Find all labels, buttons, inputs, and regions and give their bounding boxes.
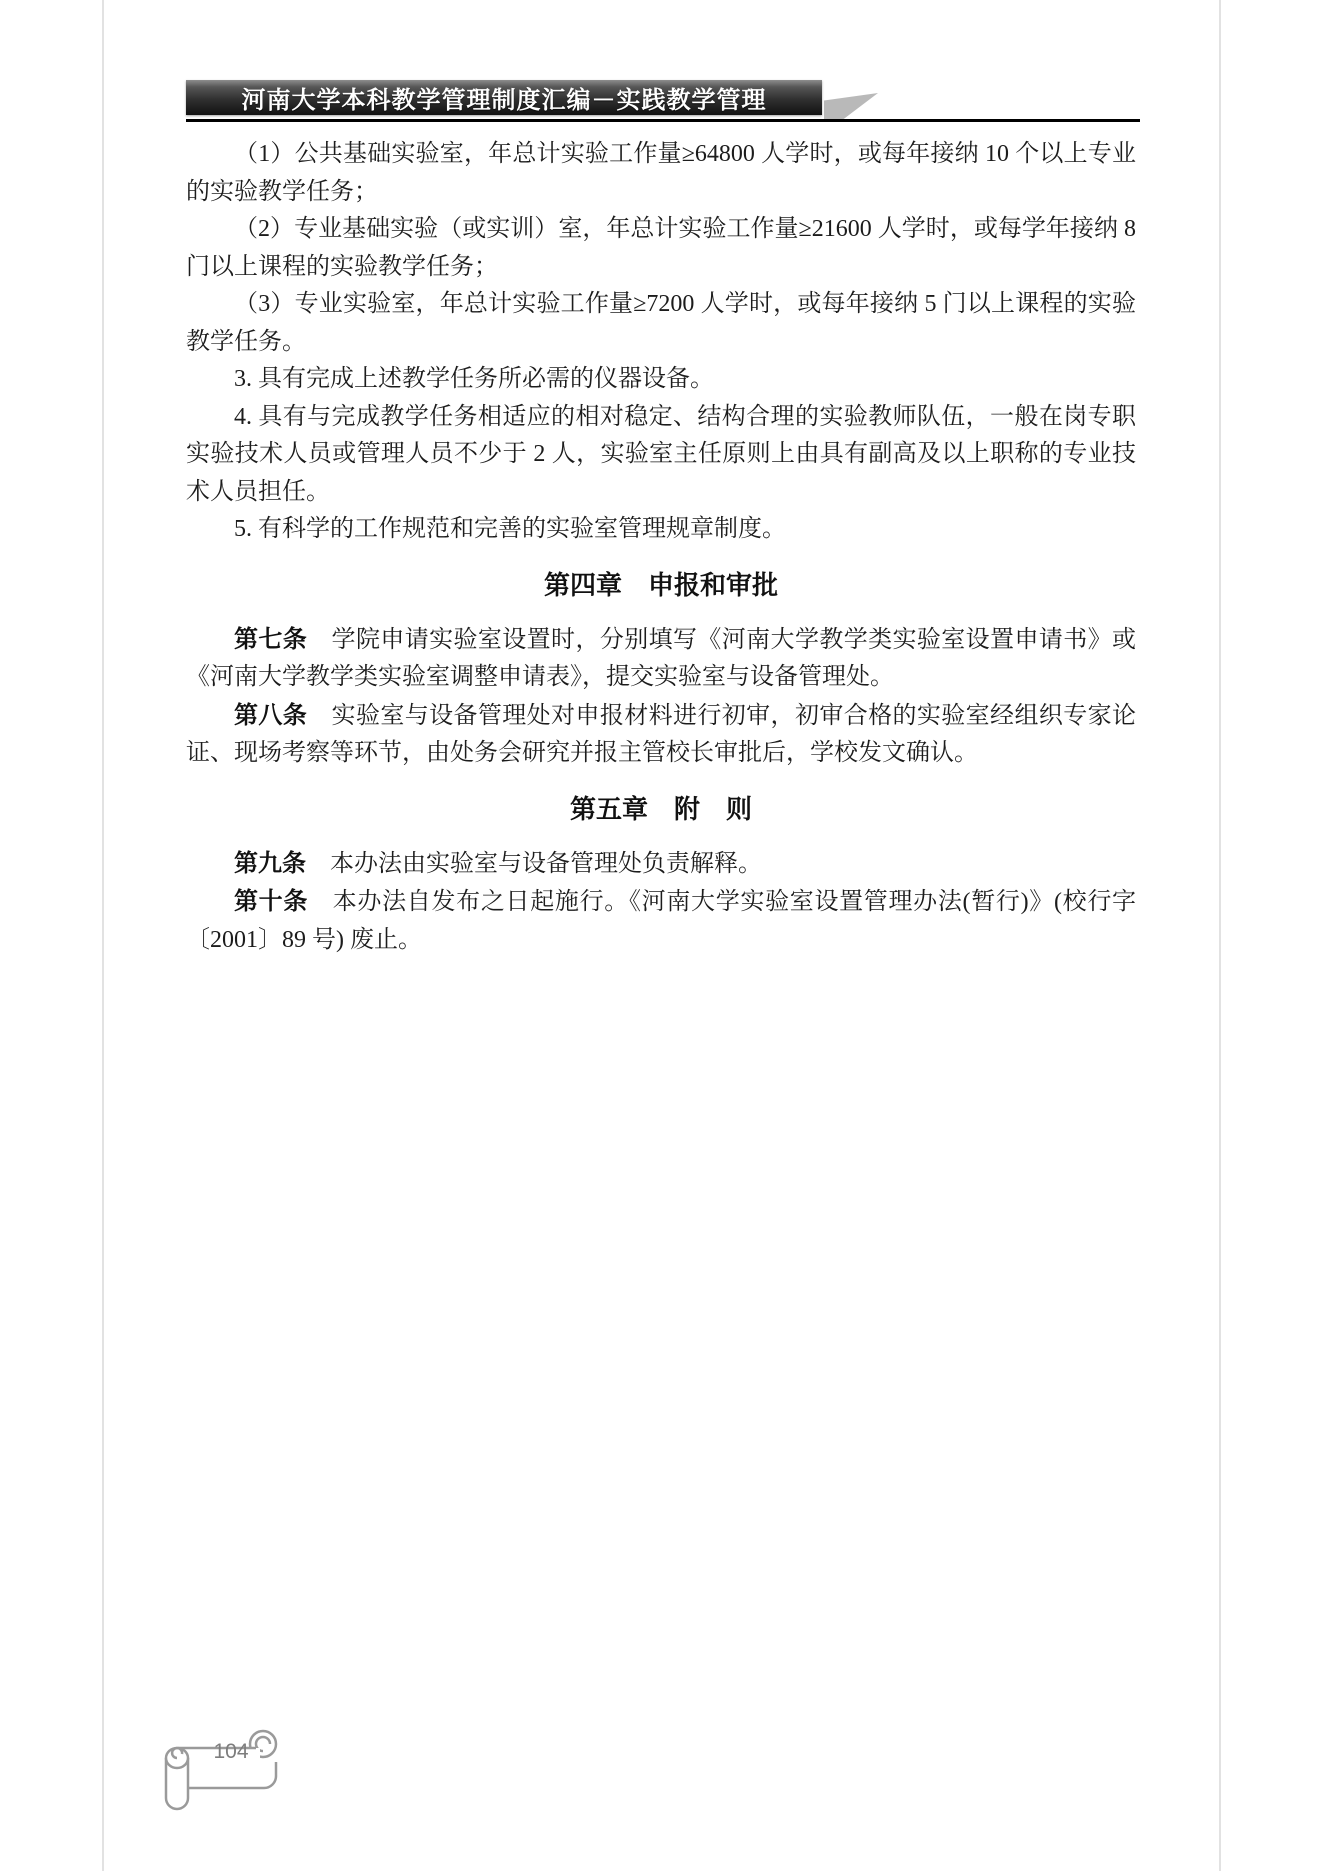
body-paragraph: （3）专业实验室，年总计实验工作量≥7200 人学时，或每年接纳 5 门以上课程的实验教学任务。 — [186, 291, 1136, 355]
header-banner — [186, 80, 822, 115]
article-text: 本办法由实验室与设备管理处负责解释。 — [306, 850, 762, 877]
header-underline — [186, 119, 1140, 122]
document-body — [186, 136, 1136, 959]
article-label: 第八条 — [234, 701, 308, 729]
article-paragraph — [186, 845, 1136, 884]
page-number: 104 — [213, 1740, 249, 1763]
article-label: 第七条 — [234, 625, 308, 653]
article-paragraph — [186, 697, 1136, 773]
article-paragraph — [186, 883, 1136, 959]
page-edge-left — [102, 0, 104, 1871]
body-paragraph: 4. 具有与完成教学任务相适应的相对稳定、结构合理的实验教师队伍，一般在岗专职实验技术人员或管理人员不少于 2 人，实验室主任原则上由具有副高及以上职称的专业技术人员担任。 — [186, 403, 1136, 505]
article-label: 第十条 — [234, 888, 309, 915]
article-label: 第九条 — [234, 849, 306, 877]
body-paragraph: （1）公共基础实验室，年总计实验工作量≥64800 人学时，或每年接纳 10 个以上专业的实验教学任务； — [186, 141, 1136, 205]
header-arrow-icon — [824, 93, 878, 120]
header-banner-title: 河南大学本科教学管理制度汇编－实践教学管理 — [241, 87, 767, 114]
body-paragraph: （2）专业基础实验（或实训）室，年总计实验工作量≥21600 人学时，或每学年接纳 8 门以上课程的实验教学任务； — [186, 216, 1136, 280]
chapter-heading: 第五章 附 则 — [569, 793, 752, 824]
body-paragraph: 5. 有科学的工作规范和完善的实验室管理规章制度。 — [234, 516, 786, 542]
article-text: 实验室与设备管理处对申报材料进行初审，初审合格的实验室经组织专家论证、现场考察等环节，由处务会研究并报主管校长审批后，学校发文确认。 — [186, 702, 1137, 766]
article-text: 学院申请实验室设置时，分别填写《河南大学教学类实验室设置申请书》或《河南大学教学类实验室调整申请表》，提交实验室与设备管理处。 — [186, 626, 1137, 690]
article-paragraph — [186, 621, 1136, 697]
body-paragraph: 3. 具有完成上述教学任务所必需的仪器设备。 — [234, 366, 714, 392]
article-text: 本办法自发布之日起施行。《河南大学实验室设置管理办法(暂行)》(校行字〔2001〕89 号) 废止。 — [186, 889, 1136, 953]
page-edge-right — [1219, 0, 1221, 1871]
chapter-heading: 第四章 申报和审批 — [543, 569, 778, 600]
